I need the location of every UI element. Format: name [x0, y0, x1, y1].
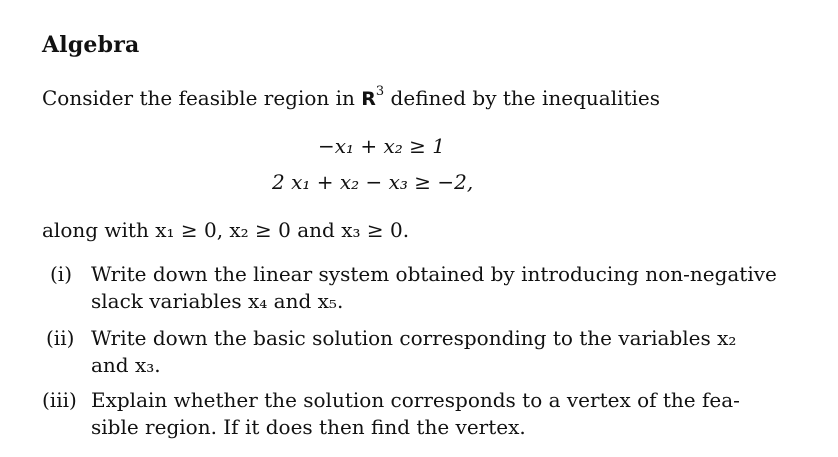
section-title: Algebra: [42, 32, 140, 58]
intro-text-before: Consider the feasible region in: [42, 86, 362, 110]
part-label-iii: (iii): [42, 388, 77, 412]
part-i-line-2: slack variables x₄ and x₅.: [91, 289, 344, 313]
part-iii-line-1: Explain whether the solution corresponds to a vertex of the fea-: [91, 388, 740, 412]
real-space-symbol: R: [361, 88, 376, 110]
intro-sentence: [42, 86, 660, 110]
part-label-i: (i): [50, 262, 73, 286]
inequality-1: −x₁ + x₂ ≥ 1: [318, 134, 446, 158]
inequality-2: 2 x₁ + x₂ − x₃ ≥ −2,: [272, 170, 474, 194]
part-i-line-1: Write down the linear system obtained by introducing non-negative: [91, 262, 777, 286]
space-exponent: 3: [375, 84, 385, 100]
part-iii-line-2: sible region. If it does then find the vertex.: [91, 415, 526, 439]
part-ii-line-2: and x₃.: [91, 353, 161, 377]
nonnegativity-constraints: along with x₁ ≥ 0, x₂ ≥ 0 and x₃ ≥ 0.: [42, 218, 410, 242]
part-ii-line-1: Write down the basic solution corresponding to the variables x₂: [91, 326, 737, 350]
part-label-ii: (ii): [46, 326, 75, 350]
intro-text-after: defined by the inequalities: [384, 86, 661, 110]
